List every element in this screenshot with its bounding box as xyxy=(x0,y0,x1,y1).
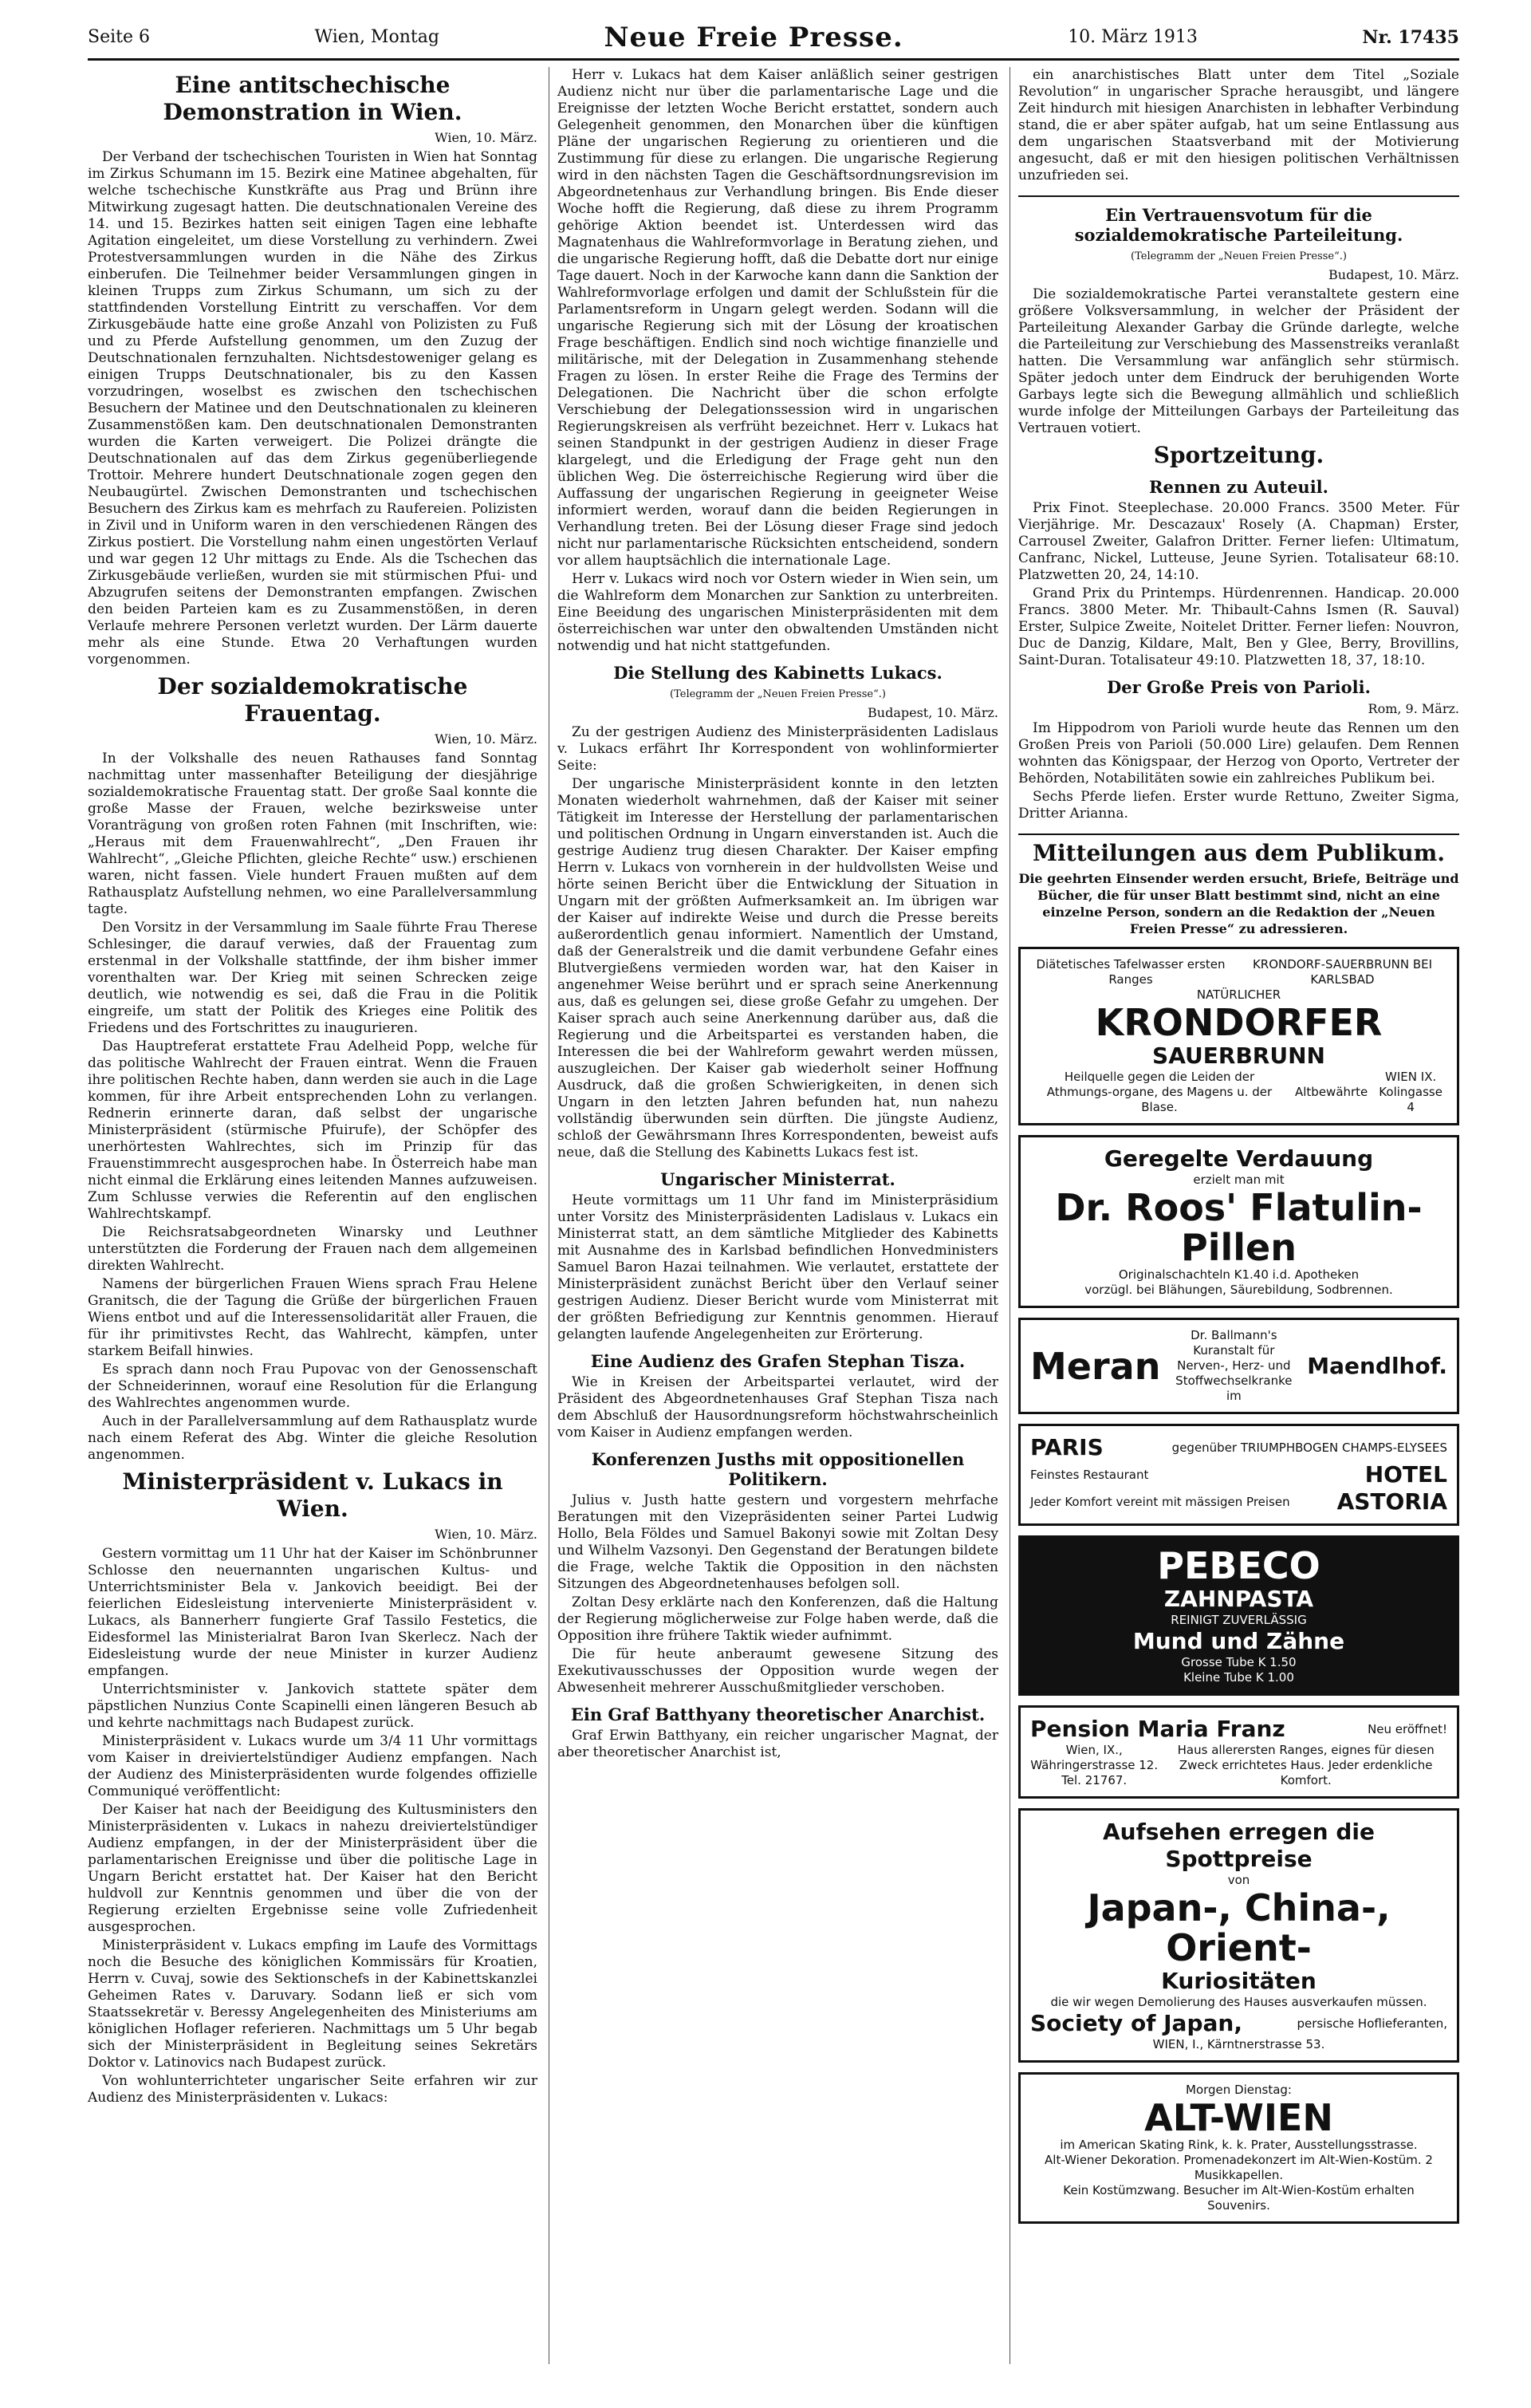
paragraph: Herr v. Lukacs wird noch vor Ostern wieder in Wien sein, um die Wahlreform dem Monarchen zur Sanktion zu unterbreiten. Eine Beeidung des ungarischen Ministerpräsidenten mit dem österreichischen war unter den obwaltenden Umständen nicht notwendig und hat nicht stattgefunden. xyxy=(557,571,998,654)
section-title: Mitteilungen aus dem Publikum. xyxy=(1033,840,1445,866)
paragraph: Das Hauptreferat erstattete Frau Adelheid Popp, welche für das politische Wahlrecht der Frauen eintrat. Wenn die Frauen ihre politischen Rechte haben, dann werden sie auch in die Lage kommen, für ihre Arbeit entsprechenden Lohn zu verlangen. Rednerin erinnerte daran, daß selbst der ungarische Ministerpräsident (stürmische Pfuirufe), der Schöpfer des unerhörtesten Wahlrechtes, sich im Prinzip für das Frauenstimmrecht ausgesprochen habe. In Österreich habe man nicht einmal die Erklärung eines leitenden Mannes aufzuweisen. Zum Schlusse verwies die Referentin auf den englischen Wahlrechtskampf. xyxy=(88,1038,537,1222)
dateline: Budapest, 10. März. xyxy=(1328,267,1459,282)
ad-text: vorzügl. bei Blähungen, Säurebildung, Sodbrennen. xyxy=(1084,1283,1393,1297)
ad-brand: PEBECO xyxy=(1157,1544,1320,1587)
newspaper-title: Neue Freie Presse. xyxy=(604,21,903,53)
ad-brand: ALT-WIEN xyxy=(1144,2096,1333,2139)
masthead xyxy=(88,16,1459,61)
paragraph: Im Hippodrom von Parioli wurde heute das Rennen um den Großen Preis von Parioli (50.000 Lire) gelaufen. Dem Rennen wohnten das Königspaar, der Herzog von Oporto, Vertreter der Behörden, Notabilitäten sowie ein zahlreiches Publikum bei. xyxy=(1018,720,1459,786)
divider xyxy=(1018,834,1459,835)
headline: Die Stellung des Kabinetts Lukacs. xyxy=(613,663,943,683)
headline: Der sozialdemokratische Frauentag. xyxy=(157,673,468,727)
ad-brand: HOTEL xyxy=(1364,1461,1447,1488)
ad-text: Mund und Zähne xyxy=(1132,1628,1345,1654)
paragraph: Zoltan Desy erklärte nach den Konferenzen, daß die Haltung der Regierung möglicherweise zur Folge haben werde, daß die Opposition ihre frühere Taktik wieder aufnimmt. xyxy=(557,1594,998,1644)
ad-text: Kein Kostümzwang. Besucher im Alt-Wien-Kostüm erhalten Souvenirs. xyxy=(1063,2183,1415,2213)
ad-text: Grosse Tube K 1.50 xyxy=(1181,1655,1297,1669)
ad-text: Alt-Wiener Dekoration. Promenadekonzert im Alt-Wien-Kostüm. 2 Musikkapellen. xyxy=(1045,2153,1433,2182)
ad-alt-wien xyxy=(1018,2072,1459,2224)
paragraph: Auch in der Parallelversammlung auf dem Rathausplatz wurde nach einem Referat des Abg. Winter die gleiche Resolution angenommen. xyxy=(88,1413,537,1463)
place-day: Wien, Montag xyxy=(314,27,439,47)
ad-brand: Meran xyxy=(1030,1344,1161,1388)
paragraph: Heute vormittags um 11 Uhr fand im Ministerpräsidium unter Vorsitz des Ministerpräsidenten Ladislaus v. Lukacs ein Ministerrat statt, an dem sämtliche Mitglieder des Kabinetts mit Ausnahme des in Karlsbad befindlichen Honvedministers Samuel Baron Hazai teilnahmen. Wie verlautet, erstattete der Ministerpräsident zunächst Bericht über den Verlauf seiner gestrigen Audienz. Dieser Bericht wurde vom Ministerrat mit der größten Befriedigung zur Kenntnis genommen. Hierauf gelangten laufende Angelegenheiten zur Erörterung. xyxy=(557,1192,998,1342)
section-title: Sportzeitung. xyxy=(1153,442,1324,468)
ad-text: erzielt man mit xyxy=(1193,1172,1285,1187)
dateline: Wien, 10. März. xyxy=(435,731,537,747)
paragraph: Julius v. Justh hatte gestern und vorgestern mehrfache Beratungen mit den Vizepräsidenten seiner Partei Ludwig Hollo, Bela Földes und Samuel Bakonyi sowie mit Zoltan Desy und Wilhelm Vazsonyi. Den Gegenstand der Beratungen bildete die Frage, welche Taktik die Opposition in den nächsten Sitzungen des Abgeordnetenhauses befolgen soll. xyxy=(557,1492,998,1592)
ad-text: NATÜRLICHER xyxy=(1196,987,1281,1002)
page-number: Seite 6 xyxy=(88,27,150,47)
ad-flatulin xyxy=(1018,1135,1459,1308)
paragraph: Von wohlunterrichteter ungarischer Seite erfahren wir zur Audienz des Ministerpräsidenten v. Lukacs: xyxy=(88,2073,537,2106)
ad-text: Morgen Dienstag: xyxy=(1186,2083,1292,2097)
paragraph: Es sprach dann noch Frau Pupovac von der Genossenschaft der Schneiderinnen, worauf eine Resolution für die Erlangung des Wahlrechtes angenommen wurde. xyxy=(88,1362,537,1411)
paragraph: Unterrichtsminister v. Jankovich stattete später dem päpstlichen Nunzius Conte Scapinelli einen längeren Besuch ab und kehrte nachmittags nach Budapest zurück. xyxy=(88,1681,537,1731)
ad-brand: KRONDORFER xyxy=(1095,1001,1383,1044)
ad-text: im American Skating Rink, k. k. Prater, Ausstellungsstrasse. xyxy=(1060,2138,1418,2152)
ad-text: ZAHNPASTA xyxy=(1163,1586,1314,1612)
paragraph: Wie in Kreisen der Arbeitspartei verlautet, wird der Präsident des Abgeordnetenhauses Graf Stephan Tisza nach dem Abschluß der Hausordnungsreform höchstwahrscheinlich vom Kaiser in Audienz empfangen werden. xyxy=(557,1374,998,1440)
ad-krondorfer xyxy=(1018,947,1459,1125)
paragraph: Die für heute anberaumt gewesene Sitzung des Exekutivausschusses der Opposition wurde wegen der Abwesenheit mehrerer Ausschußmitglieder verschoben. xyxy=(557,1646,998,1696)
ad-text: WIEN, I., Kärntnerstrasse 53. xyxy=(1152,2037,1325,2051)
ad-pension-maria-franz xyxy=(1018,1705,1459,1799)
ad-text: Aufsehen erregen die Spottpreise xyxy=(1103,1819,1375,1872)
ad-text: Haus allerersten Ranges, eignes für diesen Zweck errichtetes Haus. Jeder erdenkliche Komfort. xyxy=(1177,1743,1435,1787)
ad-text: die wir wegen Demolierung des Hauses ausverkaufen müssen. xyxy=(1050,1995,1427,2009)
dateline: Budapest, 10. März. xyxy=(868,705,998,720)
column-1 xyxy=(88,67,537,2364)
headline: Ein Vertrauensvotum für die sozialdemokratische Parteileitung. xyxy=(1074,205,1403,245)
headline: Ungarischer Ministerrat. xyxy=(660,1169,895,1189)
paragraph: Graf Erwin Batthyany, ein reicher ungarischer Magnat, der aber theoretischer Anarchist ist, xyxy=(557,1728,998,1760)
dateline: Wien, 10. März. xyxy=(435,1527,537,1542)
ad-text: WIEN IX. Kolingasse 4 xyxy=(1379,1070,1442,1114)
paragraph: Ministerpräsident v. Lukacs empfing im Laufe des Vormittags noch die Besuche des königlichen Kommissärs für Kroatien, Herrn v. Cuvaj, sowie des Sektionschefs in der Kabinettskanzlei Geheimen Rates v. Daruvary. Sodann ließ er sich vom Staatssekretär v. Beressy Angelegenheiten des Ministeriums am königlichen Hoflager referieren. Nachmittags um 5 Uhr begab sich der Ministerpräsident in Begleitung seines Sekretärs Doktor v. Latinovics nach Budapest zurück. xyxy=(88,1937,537,2071)
ad-text: von xyxy=(1227,1873,1250,1887)
paragraph: Der Verband der tschechischen Touristen in Wien hat Sonntag im Zirkus Schumann im 15. Bezirk eine Matinee abgehalten, für welche tschechische Kunstkräfte aus Prag und Brünn ihre Mitwirkung zugesagt hatten. Die deutschnationalen Vereine des 14. und 15. Bezirkes hatten seit einigen Tagen eine lebhafte Agitation eingeleitet, um diese Vorstellung zu verhindern. Zwei Protestversammlungen wurden in die Nähe des Zirkus einberufen. Die Teilnehmer beider Versammlungen gingen in kleinen Trupps zum Zirkus Schumann, um sich zu der stattfindenden Vorstellung Eintritt zu verschaffen. Vor dem Zirkusgebäude hatte eine große Anzahl von Polizisten zu Fuß und zu Pferde Aufstellung genommen, um den Zuzug der Deutschnationalen fernzuhalten. Nichtsdestoweniger gelang es einigen Trupps Deutschnationaler, bis zu den Kassen vorzudringen, woselbst es zwischen den tschechischen Besuchern der Matinee und den Deutschnationalen zu kleineren Zusammenstößen kam. Den deutschnationalen Demonstranten wurden die Karten verweigert. Die Polizei drängte die Deutschnationalen auf das dem Zirkus gegenüberliegende Trottoir. Mehrere hundert Deutschnationale zogen gegen den Neubaugürtel. Zwischen Demonstranten und tschechischen Besuchern des Zirkus kam es mehrfach zu Raufereien. Polizisten in Zivil und in Uniform waren in den verschiedenen Rängen des Zirkus postiert. Die Vorstellung nahm einen ungestörten Verlauf und war gegen 12 Uhr mittags zu Ende. Als die Tschechen das Zirkusgebäude verließen, wurden sie mit stürmischen Pfui- und Abzugrufen seitens der Demonstranten empfangen. Zwischen den beiden Parteien kam es zu Zusammenstößen, in deren Verlaufe mehrere Personen verletzt wurden. Der Lärm dauerte mehr als eine Stunde. Etwa 20 Verhaftungen wurden vorgenommen. xyxy=(88,149,537,668)
headline: Konferenzen Jusths mit oppositionellen Politikern. xyxy=(591,1449,965,1489)
ad-society-of-japan xyxy=(1018,1808,1459,2063)
telegram-note: (Telegramm der „Neuen Freien Presse“.) xyxy=(670,688,886,700)
article-columns xyxy=(88,67,1459,2364)
paragraph: Prix Finot. Steeplechase. 20.000 Francs. 3500 Meter. Für Vierjährige. Mr. Descazaux' Rosely (A. Chapman) Erster, Carrousel Zweiter, Galafron Dritter. Ferner liefen: Ultimatum, Canfranc, Nickel, Lutteuse, Jeune Syrien. Totalisateur 68:10. Platzwetten 20, 24, 14:10. xyxy=(1018,500,1459,583)
paragraph: Die sozialdemokratische Partei veranstaltete gestern eine größere Volksversammlung, in welcher der Präsident der Parteileitung Alexander Garbay die Gründe darlegte, welche die Parteileitung zur Verschiebung des Massenstreiks veranlaßt hatten. Die Versammlung war anfänglich sehr stürmisch. Später jedoch unter dem Eindruck der beruhigenden Worte Garbays legte sich die Bewegung allmählich und schließlich wurde infolge der Mitteilungen Garbays der Parteileitung das Vertrauen votiert. xyxy=(1018,286,1459,436)
dateline: Wien, 10. März. xyxy=(435,130,537,145)
ad-text: Wien, IX., Währingerstrasse 12. Tel. 21767. xyxy=(1030,1743,1159,1787)
paragraph: Ministerpräsident v. Lukacs wurde um 3/4 11 Uhr vormittags vom Kaiser in dreiviertelstündiger Audienz empfangen. Nach der Audienz des Ministerpräsidenten wurde folgendes offizielle Communiqué veröffentlicht: xyxy=(88,1733,537,1799)
ad-text: PARIS xyxy=(1030,1434,1104,1460)
ad-brand: Pension Maria Franz xyxy=(1030,1716,1285,1742)
paragraph: Namens der bürgerlichen Frauen Wiens sprach Frau Helene Granitsch, die der Tagung die Grüße der bürgerlichen Frauen Wiens entbot und auf die Interessensolidarität aller Frauen, die für ihr primitivstes Recht, das Wahlrecht, kämpfen, unter starkem Beifall hinwies. xyxy=(88,1276,537,1359)
paragraph: Der Kaiser hat nach der Beeidigung des Kultusministers den Ministerpräsidenten v. Lukacs in nahezu dreiviertelstündiger Audienz empfangen, in der der Ministerpräsident über die parlamentarischen Ereignisse und über die politische Lage in Ungarn Bericht erstattet hat. Der Kaiser hat den Bericht huldvoll zur Kenntnis genommen und über die von der Regierung erzielten Ergebnisse seine volle Zufriedenheit ausgesprochen. xyxy=(88,1802,537,1935)
ad-text: persische Hoflieferanten, xyxy=(1297,2016,1447,2031)
ad-text: Geregelte Verdauung xyxy=(1104,1145,1374,1172)
ad-text: SAUERBRUNN xyxy=(1152,1042,1325,1069)
headline: Eine antitschechische Demonstration in Wien. xyxy=(163,72,462,125)
divider xyxy=(1018,195,1459,197)
ad-text: Neu eröffnet! xyxy=(1368,1721,1447,1736)
ad-hotel-astoria xyxy=(1018,1424,1459,1526)
headline: Ein Graf Batthyany theoretischer Anarchist. xyxy=(570,1705,986,1724)
ad-text: Kuriositäten xyxy=(1161,1968,1317,1994)
ad-text: REINIGT ZUVERLÄSSIG xyxy=(1171,1613,1307,1627)
ad-text: KRONDORF-SAUERBRUNN BEI KARLSBAD xyxy=(1252,957,1433,987)
ad-text: gegenüber TRIUMPHBOGEN CHAMPS-ELYSEES xyxy=(1171,1440,1447,1455)
ad-text: Altbewährte xyxy=(1294,1085,1368,1099)
paragraph: Herr v. Lukacs hat dem Kaiser anläßlich seiner gestrigen Audienz nicht nur über die parlamentarische Lage und die Ereignisse der letzten Woche Bericht erstattet, sondern auch Gelegenheit genommen, den Monarchen über die künftigen Pläne der ungarischen Regierung zu orientieren und die Zustimmung für diese zu erlangen. Die ungarische Regierung wird in den nächsten Tagen die Geschäftsordnungsrevision im Abgeordnetenhaus zur Verhandlung bringen. Bis Ende dieser Woche hofft die Regierung, daß diese zu ihrem Programm gehörige Aktion beendet ist. Unterdessen wird das Magnatenhaus die Wahlreformvorlage in Beratung ziehen, und die ungarische Regierung hofft, daß die Debatte dort nur einige Tage dauert. Noch in der Karwoche kann dann die Sanktion der Wahlreformvorlage erfolgen und damit der Schlußstein für die Parlamentsreform in Ungarn gelegt werden. Sodann will die ungarische Regierung sich mit der Lösung der kroatischen Frage beschäftigen. Endlich sind noch wichtige finanzielle und militärische, mit der Delegation in Zusammenhang stehende Fragen zu lösen. In erster Reihe die Frage des Termins der Delegationen. Die Nachricht über die schon erfolgte Verschiebung der Delegationssession wird in ungarischen Regierungskreisen als verfrüht bezeichnet. Herr v. Lukacs hat seinen Standpunkt in der gestrigen Audienz in dieser Frage klargelegt, und die Erledigung der Frage geht nun den üblichen Weg. Die österreichische Regierung wird über die Auffassung der ungarischen Regierung in geeigneter Weise informiert werden, worauf dann die beiden Regierungen in Verhandlung treten. Bei der Lösung dieser Frage sind jedoch nicht nur parlamentarische Rücksichten entscheidend, sondern vor allem hauptsächlich die internationale Lage. xyxy=(557,67,998,569)
issue-date: 10. März 1913 xyxy=(1068,27,1198,47)
editorial-note: Die geehrten Einsender werden ersucht, Briefe, Beiträge und Bücher, die für unser Blatt bestimmt sind, nicht an eine einzelne Person, sondern an die Redaktion der „Neuen Freien Presse“ zu adressieren. xyxy=(1018,871,1459,936)
ad-brand: ASTORIA xyxy=(1336,1488,1447,1515)
column-2 xyxy=(549,67,998,2364)
issue-number: Nr. 17435 xyxy=(1362,26,1459,48)
ad-pebeco xyxy=(1018,1535,1459,1696)
telegram-note: (Telegramm der „Neuen Freien Presse“.) xyxy=(1131,250,1347,262)
headline: Ministerpräsident v. Lukacs in Wien. xyxy=(122,1468,503,1522)
column-3 xyxy=(1010,67,1459,2364)
dateline: Rom, 9. März. xyxy=(1368,701,1459,716)
ad-text: Dr. Ballmann's Kuranstalt für Nerven-, Herz- und Stoffwechselkranke im xyxy=(1175,1328,1293,1403)
headline: Eine Audienz des Grafen Stephan Tisza. xyxy=(590,1351,966,1371)
paragraph: Den Vorsitz in der Versammlung im Saale führte Frau Therese Schlesinger, die darauf verwies, daß der Frauentag zum erstenmal in der Volkshalle stattfinde, der ihm bisher immer vorenthalten war. Der Krieg mit seinen Schrecken zeige deutlich, wie notwendig es sei, daß die Frau in die Politik eingreife, um statt der Politik des Krieges eine Politik des Friedens und des Fortschrittes zu inaugurieren. xyxy=(88,920,537,1036)
headline: Der Große Preis von Parioli. xyxy=(1107,677,1371,697)
ad-text: Maendlhof. xyxy=(1307,1352,1447,1379)
ad-text: Originalschachteln K1.40 i.d. Apotheken xyxy=(1118,1267,1360,1282)
ad-text: Diätetisches Tafelwasser ersten Ranges xyxy=(1036,957,1226,987)
ad-text: Kleine Tube K 1.00 xyxy=(1183,1670,1294,1685)
paragraph: Zu der gestrigen Audienz des Ministerpräsidenten Ladislaus v. Lukacs erfährt Ihr Korrespondent von wohlinformierter Seite: xyxy=(557,724,998,774)
ad-brand: Japan-, China-, Orient- xyxy=(1087,1886,1391,1969)
paragraph: ein anarchistisches Blatt unter dem Titel „Soziale Revolution“ in ungarischer Sprache herausgibt, und längere Zeit hindurch mit hiesigen Anarchisten in lebhafter Verbindung stand, die er aber später aufgab, hat um seine Entlassung aus dem ungarischen Staatsverband mit der Motivierung angesucht, daß er mit den hiesigen politischen Verhältnissen unzufrieden sei. xyxy=(1018,67,1459,183)
paragraph: Sechs Pferde liefen. Erster wurde Rettuno, Zweiter Sigma, Dritter Arianna. xyxy=(1018,789,1459,822)
ad-text: Jeder Komfort vereint mit mässigen Preisen xyxy=(1030,1494,1290,1509)
headline: Rennen zu Auteuil. xyxy=(1149,477,1328,497)
ad-meran xyxy=(1018,1318,1459,1414)
ad-text: Society of Japan, xyxy=(1030,2010,1242,2036)
paragraph: Grand Prix du Printemps. Hürdenrennen. Handicap. 20.000 Francs. 3800 Meter. Mr. Thibault-Cahns Ismen (R. Sauval) Erster, Sulpice Zweite, Noitelet Dritter. Ferner liefen: Nouvron, Duc de Danzig, Kildare, Malt, Ben y Glee, Berry, Brovillins, Saint-Duran. Totalisateur 49:10. Platzwetten 18, 37, 18:10. xyxy=(1018,585,1459,668)
ad-brand: Dr. Roos' Flatulin-Pillen xyxy=(1055,1186,1423,1269)
newspaper-page xyxy=(88,16,1459,2377)
paragraph: Gestern vormittag um 11 Uhr hat der Kaiser im Schönbrunner Schlosse den neuernannten ungarischen Kultus- und Unterrichtsminister Bela v. Jankovich beeidigt. Bei der feierlichen Eidesleistung intervenierte Ministerpräsident v. Lukacs, als Bannerherr fungierte Graf Tassilo Festetics, die Eidesformel las Ministerialrat Baron Ivan Skerlecz. Nach der Eidesleistung wurde der neue Minister in kurzer Audienz empfangen. xyxy=(88,1546,537,1679)
ad-text: Feinstes Restaurant xyxy=(1030,1467,1149,1482)
paragraph: Die Reichsratsabgeordneten Winarsky und Leuthner unterstützten die Forderung der Frauen nach dem allgemeinen direkten Wahlrecht. xyxy=(88,1224,537,1274)
paragraph: Der ungarische Ministerpräsident konnte in den letzten Monaten wiederholt wahrnehmen, daß der Kaiser mit seiner Tätigkeit im Interesse der Herstellung der parlamentarischen und politischen Ordnung in Ungarn einverstanden ist. Auch die gestrige Audienz trug diesen Charakter. Der Kaiser empfing Herrn v. Lukacs von vornherein in der huldvollsten Weise und hörte seinen Bericht über die Entwicklung der Situation in Ungarn mit der größten Aufmerksamkeit an. Im übrigen war der Kaiser auf indirekte Weise und durch die Presse bereits außerordentlich genau informiert. Namentlich der Umstand, daß der Generalstreik und die damit verbundene Gefahr eines Blutvergießens vermieden worden war, hat den Kaiser in angenehmer Weise berührt und er sprach seine Anerkennung aus, daß es gelungen sei, diese große Gefahr zu umgehen. Der Kaiser sprach auch seine Anerkennung darüber aus, daß die Regierung und die Arbeitspartei es verstanden haben, die Interessen die bei der Wahlreform gewahrt werden müssen, auszugleichen. Der Kaiser gab wiederholt seiner Hoffnung Ausdruck, daß die großen Schwierigkeiten, in denen sich Ungarn in den letzten Jahren befunden hat, nun nahezu vollständig überwunden sein dürften. Die jüngste Audienz, schloß der Gewährsmann Ihres Korrespondenten, beweist aufs neue, daß die Stellung des Kabinetts Lukacs fest ist. xyxy=(557,776,998,1161)
ad-text: Heilquelle gegen die Leiden der Athmungs-organe, des Magens u. der Blase. xyxy=(1046,1070,1273,1114)
paragraph: In der Volkshalle des neuen Rathauses fand Sonntag nachmittag unter massenhafter Beteiligung der diesjährige sozialdemokratische Frauentag statt. Der große Saal konnte die große Masse der Frauen, welche bezirksweise unter Voranträgung von großen roten Fahnen (mit Inschriften, wie: „Heraus mit dem Frauenwahlrecht“, „Den Frauen ihr Wahlrecht“, „Gleiche Pflichten, gleiche Rechte“ usw.) erschienen waren, nicht fassen. Viele hundert Frauen mußten auf dem Rathausplatz Aufstellung nehmen, wo eine Parallelversammlung tagte. xyxy=(88,751,537,917)
